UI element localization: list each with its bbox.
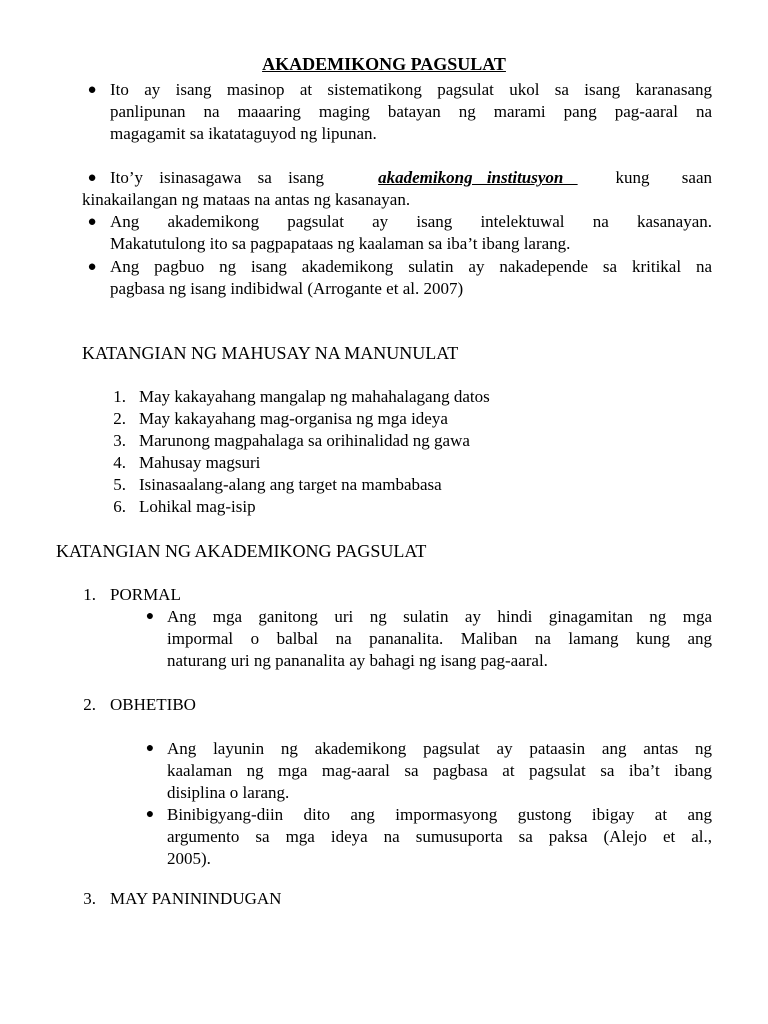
intro-bullet-4-line-2: pagbasa ng isang indibidwal (Arrogante et al. 2007) [110,279,464,298]
intro-bullet-2-text-after: kung saan [615,168,712,187]
intro-bullet-3-line-2: Makatutulong ito sa pagpapataas ng kaalaman sa iba’t ibang larang. [110,234,571,253]
page-title: AKADEMIKONG PAGSULAT [262,54,506,74]
intro-bullet-3-line-1: Ang akademikong pagsulat ay isang intelektuwal na kasanayan. [110,212,712,231]
section-heading-mahusay-na-manunulat: KATANGIAN NG MAHUSAY NA MANUNULAT [82,343,459,363]
intro-bullet-1-line-3: magagamit sa ikatataguyod ng lipunan. [110,124,377,143]
item-label-pormal: PORMAL [110,585,181,604]
list-item: May kakayahang mangalap ng mahahalagang datos [139,387,490,406]
emphasis-academic-institution: akademikong institusyon [378,168,578,187]
intro-bullet-2-line-1 [110,167,712,189]
item-label-obhetibo: OBHETIBO [110,695,196,714]
pormal-bullet-line-2: impormal o balbal na pananalita. Maliban na lamang kung ang [167,629,712,648]
intro-bullet-4-line-1: Ang pagbuo ng isang akademikong sulatin ay nakadepende sa kritikal na [110,257,712,276]
list-number: 5. [113,475,126,494]
bullet-icon: ● [145,609,155,624]
pormal-bullet-line-1: Ang mga ganitong uri ng sulatin ay hindi ginagamitan ng mga [167,607,712,626]
section-heading-akademikong-pagsulat: KATANGIAN NG AKADEMIKONG PAGSULAT [56,541,427,561]
intro-bullet-1-line-2: panlipunan na maaaring maging batayan ng marami pang pag-aaral na [110,102,712,121]
list-number: 3. [83,889,96,908]
obhetibo-bullet-2-line-2: argumento sa mga ideya na sumusuporta sa paksa (Alejo et al., [167,827,712,846]
item-label-may-paninindugan: MAY PANININDUGAN [110,889,282,908]
bullet-icon: ● [87,214,97,230]
bullet-icon: ● [87,82,97,98]
intro-bullet-2-text-before: Ito’y isinasagawa sa isang [110,168,341,187]
intro-bullet-2-line-2: kinakailangan ng mataas na antas ng kasanayan. [82,190,411,209]
obhetibo-bullet-1-line-2: kaalaman ng mga mag-aaral sa pagbasa at pagsulat sa iba’t ibang [167,761,712,780]
obhetibo-bullet-2-line-3: 2005). [167,849,211,868]
list-number: 2. [83,695,96,714]
list-item: May kakayahang mag-organisa ng mga ideya [139,409,448,428]
list-item: Lohikal mag-isip [139,497,256,516]
bullet-icon: ● [145,807,155,822]
list-item: Marunong magpahalaga sa orihinalidad ng gawa [139,431,470,450]
obhetibo-bullet-1-line-3: disiplina o larang. [167,783,290,802]
list-number: 2. [113,409,126,428]
list-number: 3. [113,431,126,450]
bullet-icon: ● [87,170,97,186]
intro-bullet-1-line-1: Ito ay isang masinop at sistematikong pagsulat ukol sa isang karanasang [110,80,712,99]
obhetibo-bullet-1-line-1: Ang layunin ng akademikong pagsulat ay pataasin ang antas ng [167,739,712,758]
list-number: 4. [113,453,126,472]
list-number: 1. [113,387,126,406]
list-item: Isinasaalang-alang ang target na mambabasa [139,475,442,494]
pormal-bullet-line-3: naturang uri ng pananalita ay bahagi ng isang pag-aaral. [167,651,548,670]
bullet-icon: ● [87,259,97,275]
list-item: Mahusay magsuri [139,453,261,472]
list-number: 6. [113,497,126,516]
list-number: 1. [83,585,96,604]
obhetibo-bullet-2-line-1: Binibigyang-diin dito ang impormasyong gustong ibigay at ang [167,805,712,824]
bullet-icon: ● [145,741,155,756]
